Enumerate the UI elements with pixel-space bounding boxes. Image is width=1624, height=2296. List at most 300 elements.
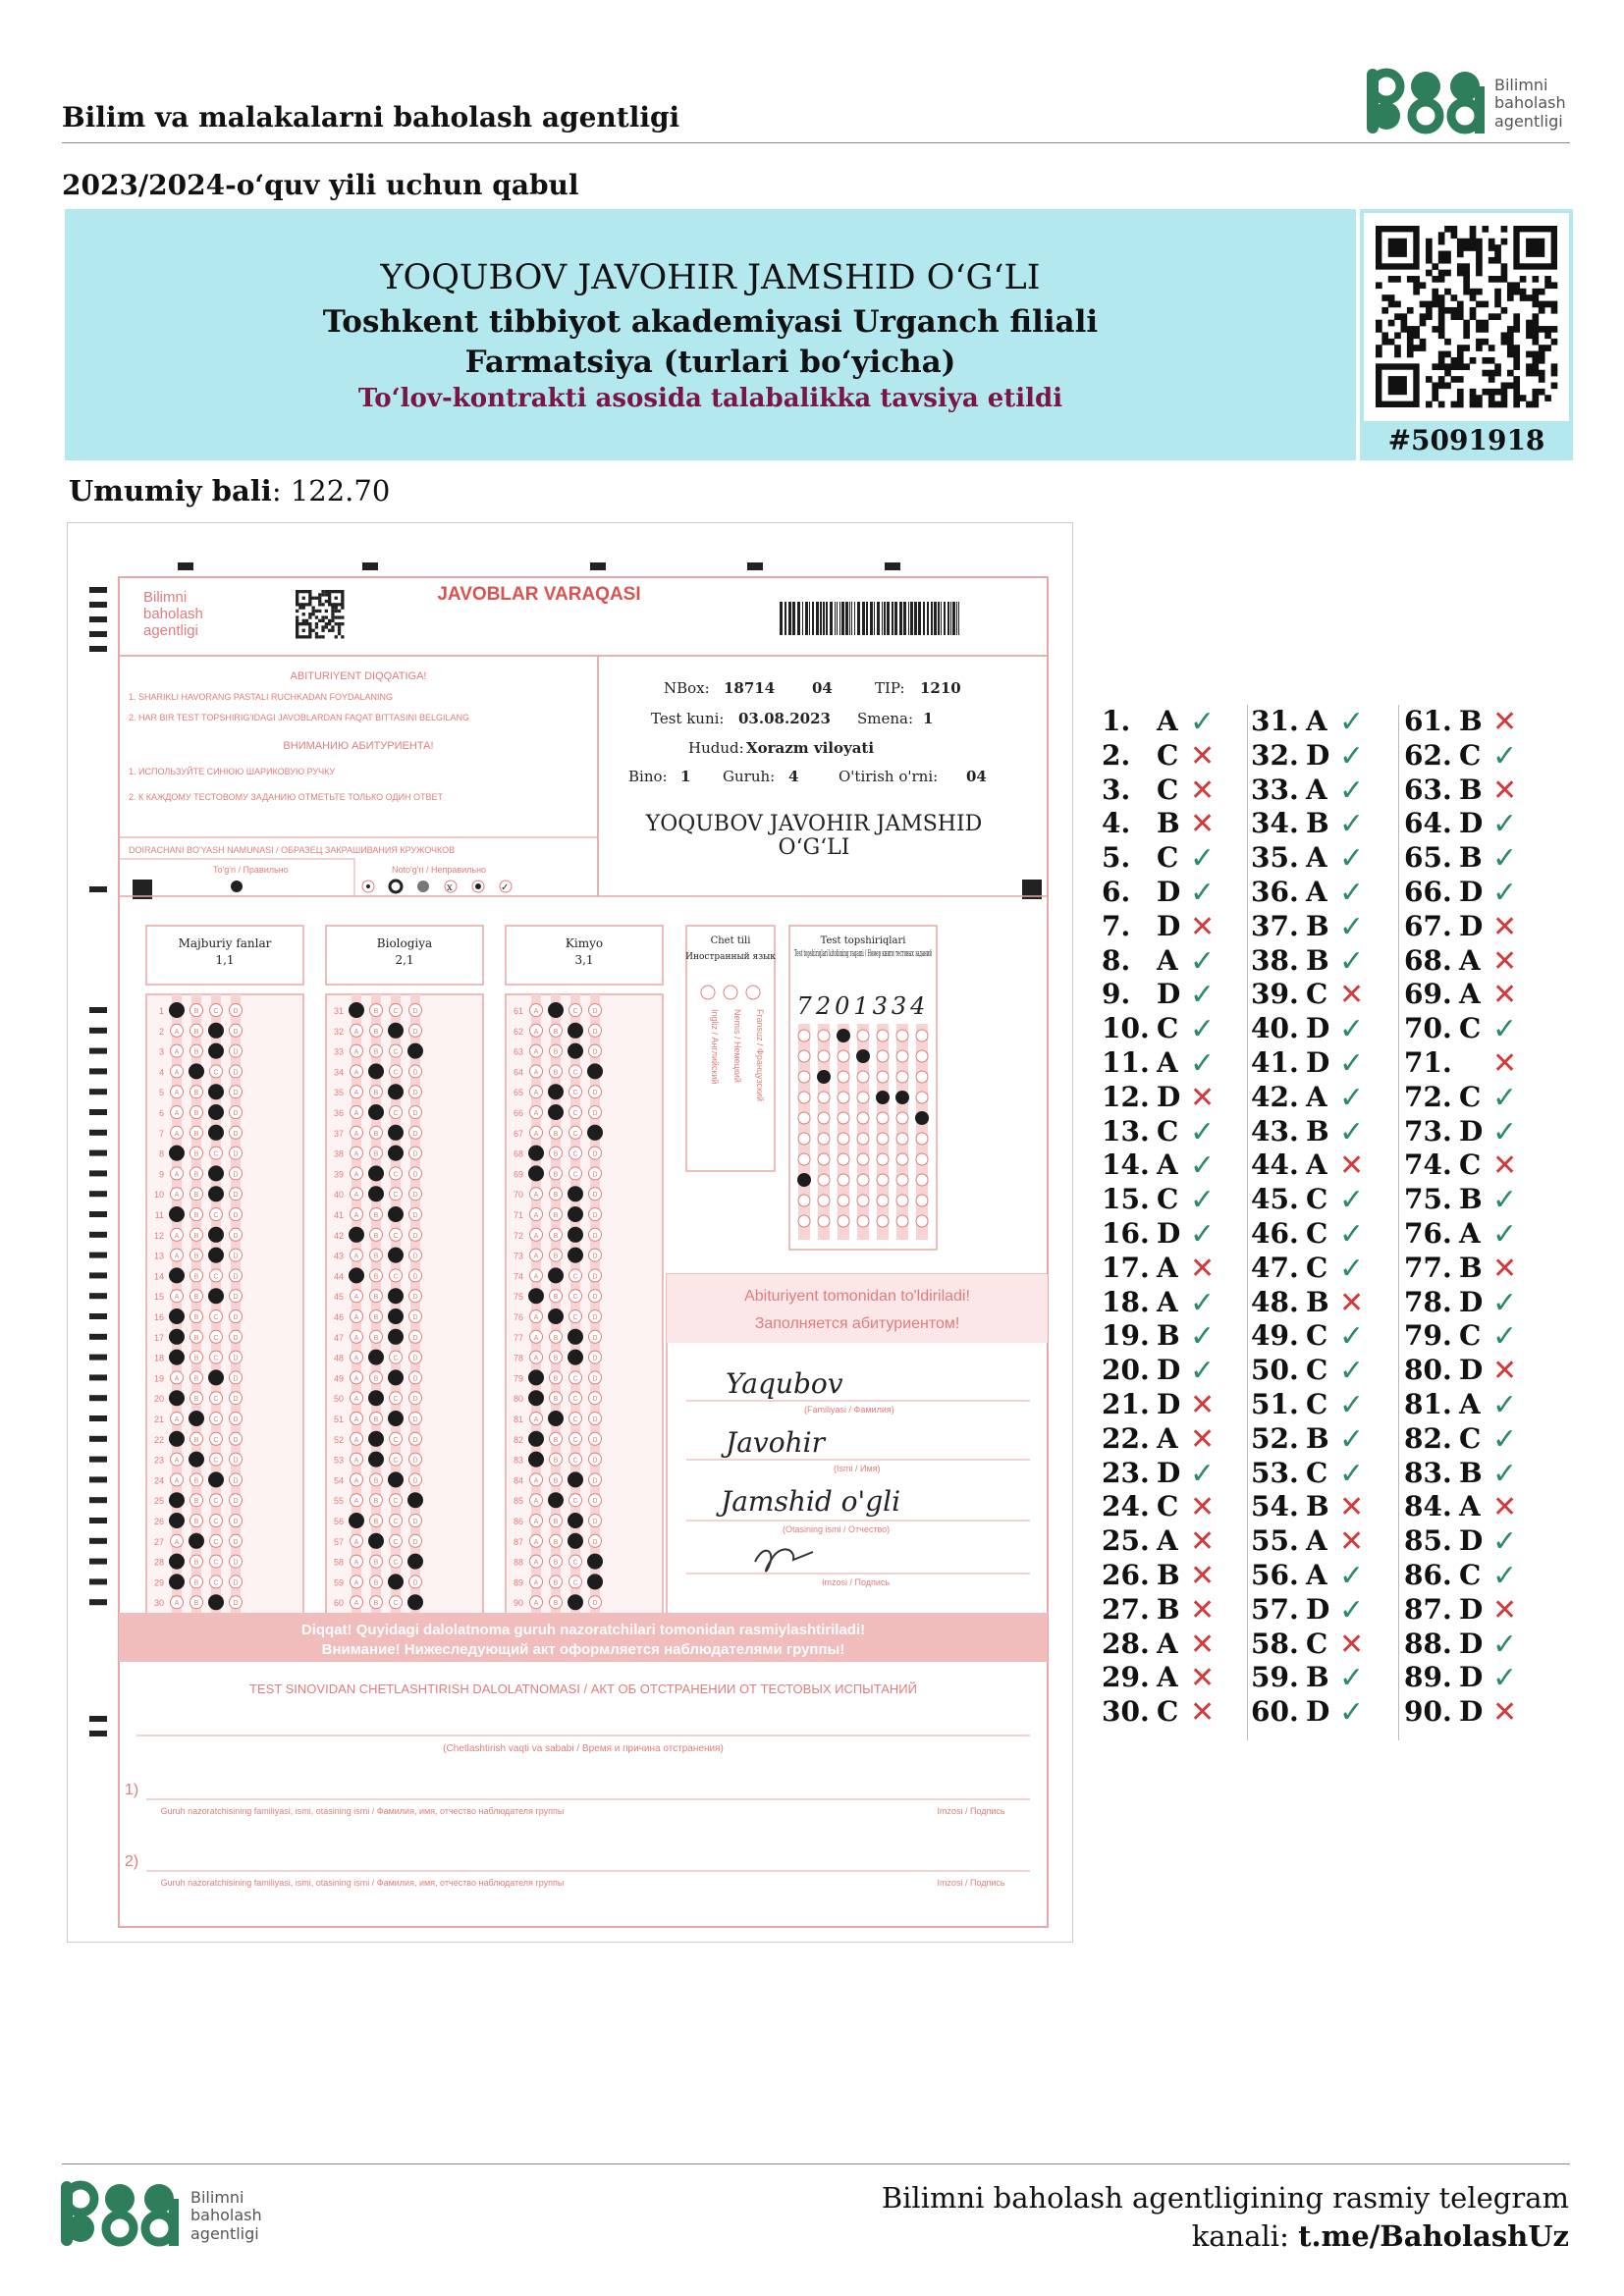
answer-letter: D [1459, 1114, 1484, 1148]
question-number: 16 [153, 1312, 164, 1322]
check-icon: ✓ [1492, 1012, 1518, 1047]
answer-number: 87. [1404, 1592, 1452, 1626]
svg-text:A: A [533, 1355, 539, 1362]
answer-letter: D [1306, 738, 1330, 772]
svg-text:D: D [592, 1416, 598, 1423]
cross-icon: ✕ [1190, 1524, 1216, 1560]
svg-text:D: D [412, 1110, 418, 1117]
filled-bubble [169, 1267, 185, 1283]
answer-letter: A [1306, 1559, 1327, 1591]
question-number: 54 [333, 1475, 344, 1486]
filled-bubble [407, 1043, 423, 1059]
svg-text:A: A [174, 1110, 180, 1117]
question-number: 11 [154, 1210, 164, 1220]
answer-row [1404, 1252, 1551, 1286]
filled-bubble [568, 1023, 583, 1039]
bino-label: Bino: [628, 768, 668, 785]
logo-text-line: baholash [190, 2206, 262, 2225]
svg-text:D: D [592, 1232, 598, 1240]
answer-number: 27. [1102, 1592, 1150, 1626]
answer-number: 45. [1251, 1183, 1299, 1216]
empty-bubble [818, 1050, 830, 1062]
svg-text:B: B [193, 1334, 199, 1342]
empty-bubble [798, 1215, 810, 1227]
empty-bubble [857, 1071, 869, 1083]
question-number: 7 [158, 1128, 164, 1139]
svg-text:D: D [592, 1028, 598, 1036]
svg-text:B: B [373, 1028, 379, 1036]
answer-letter: C [1157, 841, 1179, 875]
question-number: 87 [513, 1536, 523, 1547]
answer-number: 85. [1404, 1524, 1452, 1558]
filled-bubble [208, 1186, 224, 1201]
svg-text:C: C [393, 1232, 399, 1240]
answer-number: 18. [1102, 1285, 1150, 1318]
svg-text:D: D [412, 1314, 418, 1321]
cross-icon: ✕ [1190, 1592, 1216, 1628]
attention-heading: ABITURIYENT DIQQATIGA! [290, 670, 427, 682]
question-number: 85 [513, 1496, 523, 1507]
answer-letter: C [1306, 1456, 1328, 1489]
cross-icon: ✕ [1339, 1524, 1365, 1560]
svg-text:A: A [353, 1600, 359, 1608]
cross-icon: ✕ [1339, 1627, 1365, 1662]
svg-text:A: A [353, 1396, 359, 1404]
filled-bubble [189, 1452, 204, 1468]
answer-number: 14. [1102, 1148, 1150, 1182]
svg-text:C: C [572, 1314, 578, 1321]
svg-text:C: C [393, 1519, 399, 1525]
answer-row [1102, 841, 1249, 876]
answer-row [1102, 807, 1249, 841]
answer-row [1251, 1148, 1398, 1183]
cross-icon: ✕ [1492, 1354, 1518, 1389]
answer-number: 53. [1251, 1456, 1299, 1489]
svg-text:A: A [174, 1171, 180, 1179]
agency-title: Bilim va malakalarni baholash agentligi [62, 101, 680, 133]
question-number: 3 [158, 1046, 164, 1057]
svg-text:D: D [412, 1232, 418, 1240]
barcode-icon [780, 602, 959, 635]
filled-bubble [208, 1104, 224, 1120]
question-number: 70 [513, 1190, 523, 1201]
svg-text:D: D [592, 1519, 598, 1525]
answer-number: 28. [1102, 1627, 1150, 1660]
svg-text:D: D [233, 1069, 239, 1077]
cross-icon: ✕ [1190, 773, 1216, 808]
question-number: 37 [333, 1128, 344, 1139]
svg-text:C: C [572, 1273, 578, 1281]
answer-number: 88. [1404, 1627, 1452, 1660]
check-icon: ✓ [1190, 1217, 1216, 1252]
question-number: 47 [333, 1332, 344, 1343]
filled-bubble [189, 1533, 204, 1549]
check-icon: ✓ [1492, 841, 1518, 877]
answer-number: 59. [1251, 1661, 1299, 1694]
empty-bubble [818, 1133, 830, 1145]
svg-text:D: D [233, 1273, 239, 1281]
answer-row [1251, 1115, 1398, 1149]
answer-number: 62. [1404, 738, 1452, 772]
svg-text:B: B [193, 1294, 199, 1302]
answer-letter: D [1459, 909, 1484, 942]
empty-bubble [818, 1112, 830, 1124]
answer-row [1404, 978, 1551, 1012]
answer-number: 82. [1404, 1421, 1452, 1455]
question-number: 63 [513, 1046, 523, 1057]
svg-text:D: D [592, 1212, 598, 1219]
svg-text:D: D [233, 1355, 239, 1362]
check-icon: ✓ [1492, 738, 1518, 774]
answer-letter: A [1459, 1217, 1481, 1250]
svg-text:D: D [233, 1498, 239, 1506]
svg-text:D: D [233, 1477, 239, 1485]
qr-code [1364, 213, 1569, 421]
empty-bubble [877, 1112, 889, 1124]
answer-letter: C [1157, 773, 1179, 806]
svg-text:A: A [353, 1355, 359, 1362]
answer-row [1404, 1217, 1551, 1252]
filled-bubble [876, 1091, 890, 1104]
answer-row [1102, 1183, 1249, 1217]
svg-text:D: D [233, 1048, 239, 1056]
answer-letter: A [1306, 1524, 1327, 1558]
answer-row [1102, 1217, 1249, 1252]
footer-logo [59, 2177, 295, 2256]
answer-row [1404, 1628, 1551, 1662]
filled-bubble [587, 1063, 603, 1079]
svg-text:B: B [373, 1498, 379, 1506]
empty-bubble [916, 1153, 928, 1165]
answer-letter: C [1306, 1388, 1328, 1420]
answer-letter: D [1157, 1354, 1181, 1387]
answer-letter: A [1459, 1490, 1481, 1523]
svg-text:B: B [553, 1150, 559, 1158]
filled-bubble [837, 1029, 850, 1042]
answer-number: 39. [1251, 978, 1299, 1011]
cross-icon: ✕ [1190, 1080, 1216, 1115]
question-number: 6 [158, 1108, 164, 1118]
svg-text:D: D [412, 1192, 418, 1200]
answer-letter: C [1157, 1114, 1179, 1148]
check-icon: ✓ [1492, 1524, 1518, 1560]
check-icon: ✓ [1492, 1319, 1518, 1355]
svg-text:B: B [553, 1538, 559, 1546]
svg-text:C: C [213, 1334, 219, 1342]
answer-letter: C [1459, 738, 1482, 772]
empty-bubble [798, 1133, 810, 1145]
svg-text:B: B [553, 1130, 559, 1138]
svg-text:C: C [393, 1008, 399, 1015]
empty-bubble [818, 1195, 830, 1206]
check-icon: ✓ [1190, 1148, 1216, 1184]
question-number: 40 [333, 1190, 344, 1201]
answer-number: 13. [1102, 1114, 1150, 1148]
answer-row [1404, 1148, 1551, 1183]
filled-bubble [189, 1063, 204, 1079]
svg-text:C: C [393, 1396, 399, 1404]
answer-number: 10. [1102, 1012, 1150, 1045]
empty-bubble [798, 1071, 810, 1083]
filled-bubble [528, 1452, 544, 1468]
observer-sign-label: Imzosi / Подпись [937, 1806, 1005, 1816]
question-number: 4 [158, 1067, 164, 1078]
qr-code-icon [1376, 226, 1557, 407]
check-icon: ✓ [1339, 1251, 1365, 1286]
answer-letter: B [1306, 1421, 1329, 1455]
svg-text:A: A [353, 1334, 359, 1342]
svg-text:A: A [533, 1048, 539, 1056]
svg-text:B: B [553, 1069, 559, 1077]
answer-number: 38. [1251, 943, 1299, 977]
question-number: 61 [513, 1006, 523, 1016]
answer-letter: B [1306, 1661, 1329, 1694]
tip-value: 1210 [920, 679, 961, 697]
answer-number: 70. [1404, 1012, 1452, 1045]
answer-number: 75. [1404, 1183, 1452, 1216]
svg-text:D: D [412, 1519, 418, 1525]
svg-text:C: C [213, 1008, 219, 1015]
svg-text:D: D [412, 1477, 418, 1485]
svg-text:C: C [572, 1396, 578, 1404]
answer-letter: B [1306, 1114, 1329, 1148]
filled-bubble [388, 1574, 404, 1589]
answer-number: 66. [1404, 876, 1452, 908]
check-icon: ✓ [1492, 876, 1518, 910]
answer-letter: B [1459, 1251, 1483, 1284]
answer-row [1404, 1354, 1551, 1388]
svg-text:C: C [393, 1355, 399, 1362]
answer-number: 22. [1102, 1421, 1150, 1455]
empty-bubble [838, 1153, 849, 1165]
answer-number: 60. [1251, 1695, 1299, 1729]
svg-text:B: B [193, 1171, 199, 1179]
answer-sheet-scan [67, 522, 1073, 1943]
smena-value: 1 [923, 710, 934, 727]
language-options [701, 986, 765, 1101]
svg-text:B: B [193, 1232, 199, 1240]
svg-text:D: D [233, 1457, 239, 1465]
filled-bubble [189, 1411, 204, 1426]
answer-number: 32. [1251, 738, 1299, 772]
filled-bubble [388, 1369, 404, 1385]
answer-letter: C [1459, 1080, 1482, 1113]
svg-text:A: A [353, 1212, 359, 1219]
empty-bubble [857, 1030, 869, 1041]
question-number: 36 [333, 1108, 344, 1118]
answer-number: 65. [1404, 841, 1452, 875]
empty-bubble [916, 1092, 928, 1103]
question-number: 58 [333, 1557, 344, 1568]
empty-bubble [798, 1050, 810, 1062]
filled-bubble [388, 1411, 404, 1426]
svg-text:D: D [233, 1600, 239, 1608]
answer-letter: A [1157, 705, 1178, 737]
answer-number: 72. [1404, 1080, 1452, 1113]
answer-row [1251, 910, 1398, 944]
question-number: 82 [513, 1434, 523, 1445]
check-icon: ✓ [1190, 1012, 1216, 1047]
svg-text:C: C [393, 1192, 399, 1200]
answer-number: 1. [1102, 705, 1131, 737]
svg-text:D: D [592, 1008, 598, 1015]
svg-text:B: B [553, 1579, 559, 1587]
cross-icon: ✕ [1492, 1490, 1518, 1525]
svg-text:B: B [553, 1212, 559, 1219]
filled-bubble [349, 1513, 364, 1528]
svg-text:C: C [572, 1090, 578, 1097]
answer-row [1251, 1286, 1398, 1320]
cross-icon: ✕ [1190, 1388, 1216, 1422]
question-number: 18 [153, 1353, 164, 1363]
svg-text:B: B [373, 1232, 379, 1240]
total-score-value: 122.70 [290, 474, 391, 507]
rule-text: 2. HAR BIR TEST TOPSHIRIG'IDAGI JAVOBLARDAN FAQAT BITTASINI BELGILANG [129, 713, 469, 722]
answer-row [1404, 1081, 1551, 1115]
language-option: Nemis / Немецкий [732, 1009, 742, 1083]
svg-text:A: A [353, 1498, 359, 1506]
answer-row [1251, 1593, 1398, 1628]
svg-text:A: A [353, 1477, 359, 1485]
answer-letter: A [1459, 1388, 1481, 1420]
check-icon: ✓ [1190, 1285, 1216, 1320]
question-number: 80 [513, 1394, 523, 1405]
answer-letter: B [1306, 943, 1329, 977]
svg-text:A: A [353, 1069, 359, 1077]
svg-text:D: D [233, 1110, 239, 1117]
empty-bubble [896, 1133, 908, 1145]
answer-row [1404, 1524, 1551, 1559]
answer-letter: A [1306, 705, 1327, 737]
svg-text:C: C [572, 1579, 578, 1587]
svg-text:C: C [572, 1110, 578, 1117]
answer-row [1102, 910, 1249, 944]
svg-text:B: B [373, 1294, 379, 1302]
cross-icon: ✕ [1190, 1661, 1216, 1696]
filled-bubble [368, 1533, 384, 1549]
answer-letter: D [1306, 1046, 1330, 1079]
answer-number: 26. [1102, 1559, 1150, 1591]
filled-bubble [388, 1023, 404, 1039]
answer-letter: C [1306, 1319, 1328, 1353]
empty-bubble [916, 1133, 928, 1145]
cross-icon: ✕ [1492, 1695, 1518, 1731]
logo-text-line: baholash [1494, 93, 1566, 113]
svg-text:B: B [373, 1600, 379, 1608]
filled-bubble [169, 1002, 185, 1018]
svg-text:A: A [174, 1294, 180, 1302]
svg-text:C: C [393, 1069, 399, 1077]
question-number: 8 [158, 1148, 164, 1159]
svg-text:B: B [193, 1600, 199, 1608]
filled-bubble [548, 1267, 564, 1283]
answer-letter: B [1459, 1456, 1483, 1489]
filled-bubble [169, 1146, 185, 1161]
answer-number: 78. [1404, 1285, 1452, 1318]
question-number: 46 [333, 1312, 344, 1322]
question-number: 52 [333, 1434, 344, 1445]
svg-text:A: A [353, 1048, 359, 1056]
svg-text:B: B [553, 1253, 559, 1260]
cross-icon: ✕ [1190, 1490, 1216, 1525]
svg-text:D: D [412, 1028, 418, 1036]
svg-text:C: C [572, 1008, 578, 1015]
answer-row [1251, 1422, 1398, 1457]
svg-text:B: B [373, 1375, 379, 1383]
answers-list [1102, 705, 1553, 1745]
svg-text:D: D [592, 1314, 598, 1321]
answer-letter: C [1306, 1183, 1328, 1216]
answer-letter: A [1157, 1524, 1178, 1558]
question-number: 27 [153, 1536, 164, 1547]
svg-text:D: D [412, 1130, 418, 1138]
answer-letter: D [1459, 807, 1484, 840]
check-icon: ✓ [1339, 1559, 1365, 1593]
signature-icon [755, 1549, 813, 1571]
answer-number: 33. [1251, 773, 1299, 806]
check-icon: ✓ [1492, 1388, 1518, 1422]
question-number: 59 [333, 1577, 344, 1588]
check-icon: ✓ [1339, 876, 1365, 910]
cross-icon: ✕ [1190, 1251, 1216, 1286]
answer-row [1251, 705, 1398, 739]
empty-bubble [896, 1050, 908, 1062]
svg-text:C: C [572, 1069, 578, 1077]
svg-text:D: D [412, 1008, 418, 1015]
check-icon: ✓ [1190, 705, 1216, 739]
question-number: 2 [158, 1026, 164, 1037]
answer-letter: A [1157, 1421, 1178, 1455]
svg-text:C: C [572, 1436, 578, 1444]
filled-bubble [368, 1063, 384, 1079]
answer-number: 51. [1251, 1388, 1299, 1420]
empty-bubble [838, 1174, 849, 1186]
empty-bubble [857, 1133, 869, 1145]
check-icon: ✓ [1492, 1080, 1518, 1115]
svg-text:D: D [412, 1579, 418, 1587]
answer-letter: D [1459, 1592, 1484, 1626]
svg-text:A: A [533, 1498, 539, 1506]
svg-text:B: B [193, 1579, 199, 1587]
svg-text:D: D [592, 1171, 598, 1179]
answer-number: 15. [1102, 1183, 1150, 1216]
filled-bubble [208, 1471, 224, 1487]
question-number: 33 [333, 1046, 344, 1057]
answer-row [1251, 876, 1398, 910]
filled-bubble [169, 1554, 185, 1570]
svg-text:C: C [213, 1069, 219, 1077]
question-number: 29 [153, 1577, 164, 1588]
filled-bubble [388, 1308, 404, 1324]
agency-logo-icon [1365, 67, 1492, 137]
question-number: 73 [513, 1251, 523, 1261]
check-icon: ✓ [1492, 1627, 1518, 1662]
check-icon: ✓ [1190, 943, 1216, 979]
empty-bubble [877, 1174, 889, 1186]
svg-text:D: D [592, 1048, 598, 1056]
question-number: 35 [333, 1088, 344, 1098]
answer-row [1404, 1286, 1551, 1320]
svg-text:D: D [592, 1150, 598, 1158]
telegram-link[interactable]: t.me/BaholashUz [1298, 2219, 1569, 2253]
empty-bubble [818, 1092, 830, 1103]
cross-icon: ✕ [1190, 738, 1216, 774]
total-score-label: Umumiy bali [69, 474, 272, 507]
question-number: 51 [333, 1415, 344, 1424]
cross-icon: ✕ [1492, 1251, 1518, 1286]
svg-text:C: C [393, 1048, 399, 1056]
svg-text:D: D [592, 1334, 598, 1342]
